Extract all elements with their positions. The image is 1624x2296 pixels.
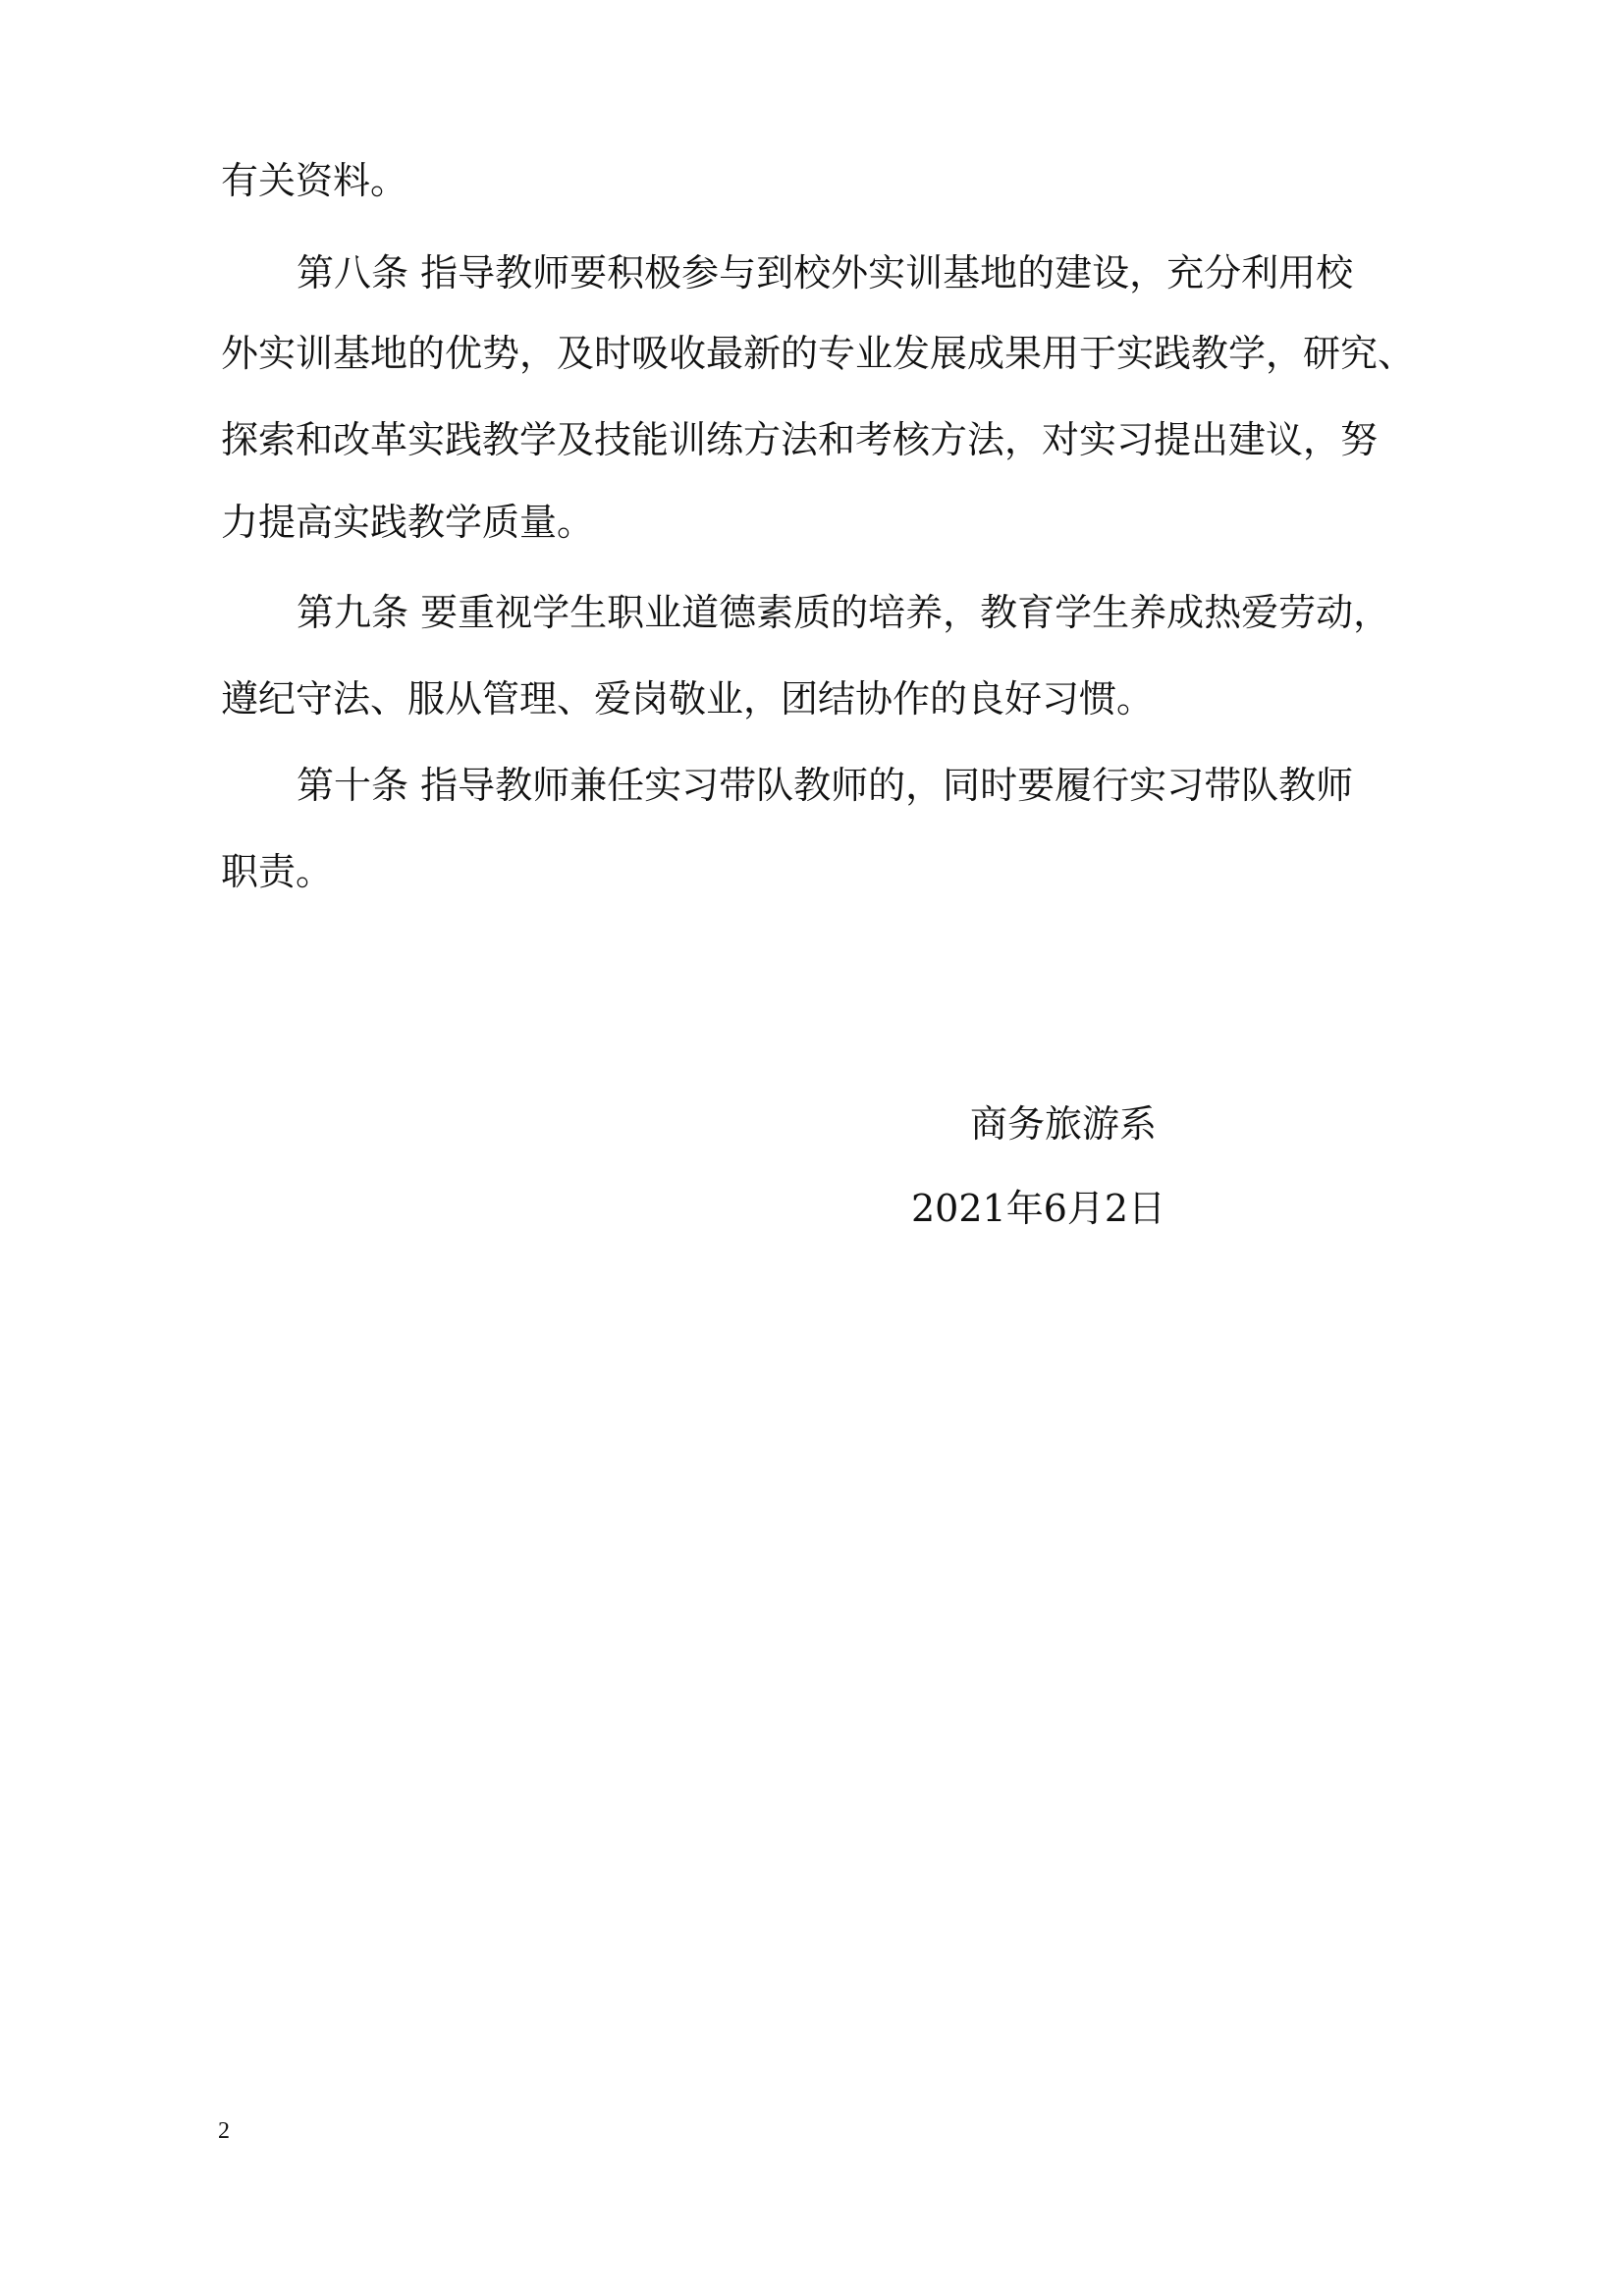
text-line: 外实训基地的优势，及时吸收最新的专业发展成果用于实践教学，研究、 [221, 332, 1416, 375]
article-8-heading-line: 第八条 指导教师要积极参与到校外实训基地的建设，充分利用校 [297, 251, 1354, 294]
text-line: 探索和改革实践教学及技能训练方法和考核方法，对实习提出建议，努 [221, 418, 1379, 461]
article-10-heading-line: 第十条 指导教师兼任实习带队教师的，同时要履行实习带队教师 [297, 764, 1354, 807]
signature-department: 商务旅游系 [970, 1102, 1158, 1146]
text-line: 有关资料。 [221, 159, 408, 202]
text-line: 职责。 [221, 850, 334, 893]
text-line: 遵纪守法、服从管理、爱岗敬业，团结协作的良好习惯。 [221, 677, 1155, 721]
article-9-heading-line: 第九条 要重视学生职业道德素质的培养，教育学生养成热爱劳动， [297, 591, 1391, 634]
text-line: 力提高实践教学质量。 [221, 501, 595, 544]
signature-date: 2021年6月2日 [911, 1187, 1166, 1230]
page-number: 2 [218, 2118, 230, 2144]
